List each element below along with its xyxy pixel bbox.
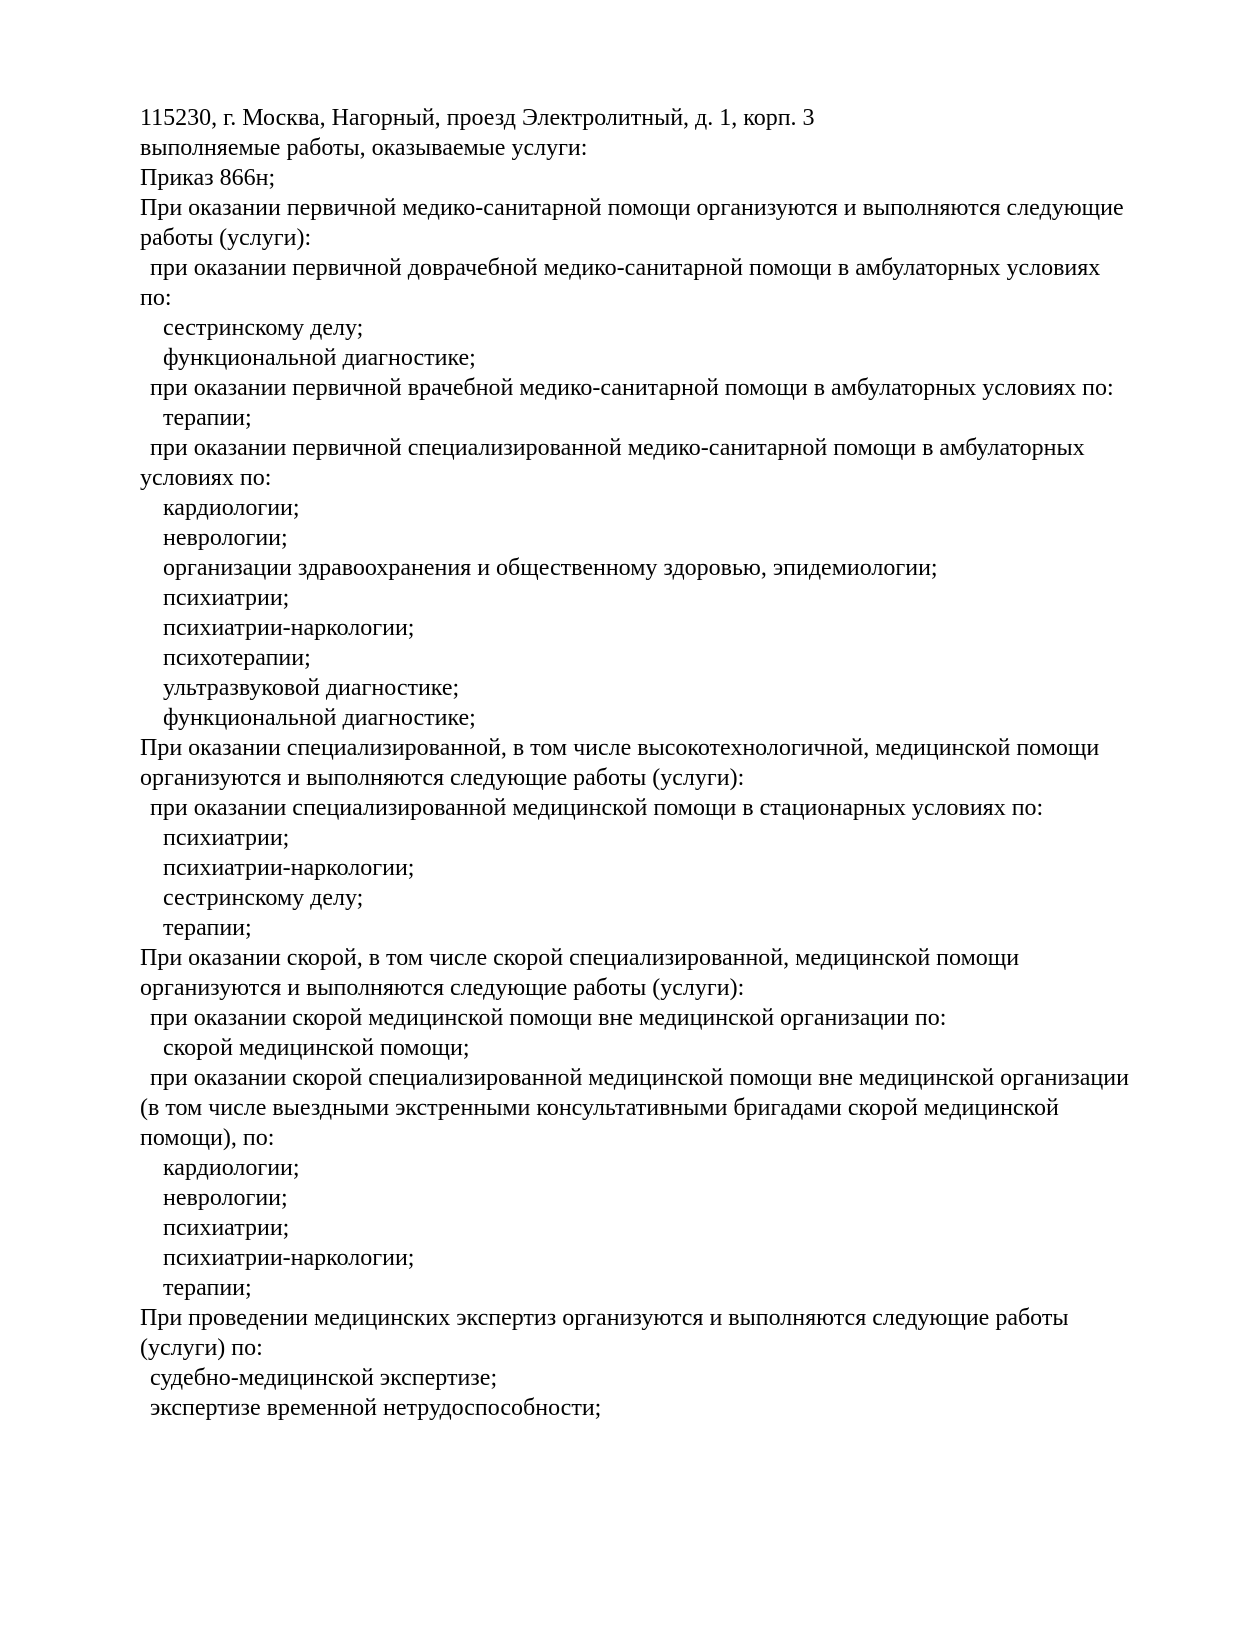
text-line: условиях по: <box>140 465 272 491</box>
text-line: кардиологии; <box>163 1155 300 1181</box>
text-line: неврологии; <box>163 1185 288 1211</box>
text-line: работы (услуги): <box>140 225 312 251</box>
text-line: При оказании специализированной, в том числе высокотехнологичной, медицинской помощи <box>140 735 1100 761</box>
text-line: 115230, г. Москва, Нагорный, проезд Электролитный, д. 1, корп. 3 <box>140 105 815 131</box>
text-line: терапии; <box>163 915 252 941</box>
text-line: (услуги) по: <box>140 1335 263 1361</box>
text-line: сестринскому делу; <box>163 315 364 341</box>
text-line: судебно-медицинской экспертизе; <box>150 1365 498 1391</box>
text-line: Приказ 866н; <box>140 165 276 191</box>
text-line: помощи), по: <box>140 1125 275 1151</box>
text-line: при оказании специализированной медицинской помощи в стационарных условиях по: <box>150 795 1044 821</box>
text-line: выполняемые работы, оказываемые услуги: <box>140 135 588 161</box>
text-line: При проведении медицинских экспертиз организуются и выполняются следующие работы <box>140 1305 1069 1331</box>
text-line: при оказании первичной врачебной медико-санитарной помощи в амбулаторных условиях по: <box>150 375 1114 401</box>
text-line: при оказании первичной доврачебной медико-санитарной помощи в амбулаторных условиях <box>150 255 1101 281</box>
text-line: При оказании скорой, в том числе скорой специализированной, медицинской помощи <box>140 945 1020 971</box>
text-line: психиатрии-наркологии; <box>163 1245 415 1271</box>
license-works-and-services-text <box>140 103 1220 1423</box>
text-line: скорой медицинской помощи; <box>163 1035 470 1061</box>
text-line: неврологии; <box>163 525 288 551</box>
text-line: сестринскому делу; <box>163 885 364 911</box>
text-line: терапии; <box>163 1275 252 1301</box>
text-line: психиатрии-наркологии; <box>163 615 415 641</box>
text-line: организации здравоохранения и общественному здоровью, эпидемиологии; <box>163 555 938 581</box>
text-line: функциональной диагностике; <box>163 705 476 731</box>
text-line: психиатрии; <box>163 585 290 611</box>
text-line: ультразвуковой диагностике; <box>163 675 460 701</box>
text-line: кардиологии; <box>163 495 300 521</box>
text-line: организуются и выполняются следующие работы (услуги): <box>140 765 745 791</box>
text-line: психотерапии; <box>163 645 311 671</box>
text-line: при оказании скорой специализированной медицинской помощи вне медицинской организации <box>150 1065 1129 1091</box>
text-line: экспертизе временной нетрудоспособности; <box>150 1395 602 1421</box>
text-line: при оказании первичной специализированной медико-санитарной помощи в амбулаторных <box>150 435 1085 461</box>
text-line: по: <box>140 285 172 311</box>
text-line: функциональной диагностике; <box>163 345 476 371</box>
text-line: организуются и выполняются следующие работы (услуги): <box>140 975 745 1001</box>
text-line: терапии; <box>163 405 252 431</box>
text-line: при оказании скорой медицинской помощи вне медицинской организации по: <box>150 1005 947 1031</box>
text-line: психиатрии; <box>163 825 290 851</box>
text-line: (в том числе выездными экстренными консультативными бригадами скорой медицинской <box>140 1095 1059 1121</box>
text-line: При оказании первичной медико-санитарной помощи организуются и выполняются следующие <box>140 195 1124 221</box>
text-line: психиатрии-наркологии; <box>163 855 415 881</box>
text-line: психиатрии; <box>163 1215 290 1241</box>
